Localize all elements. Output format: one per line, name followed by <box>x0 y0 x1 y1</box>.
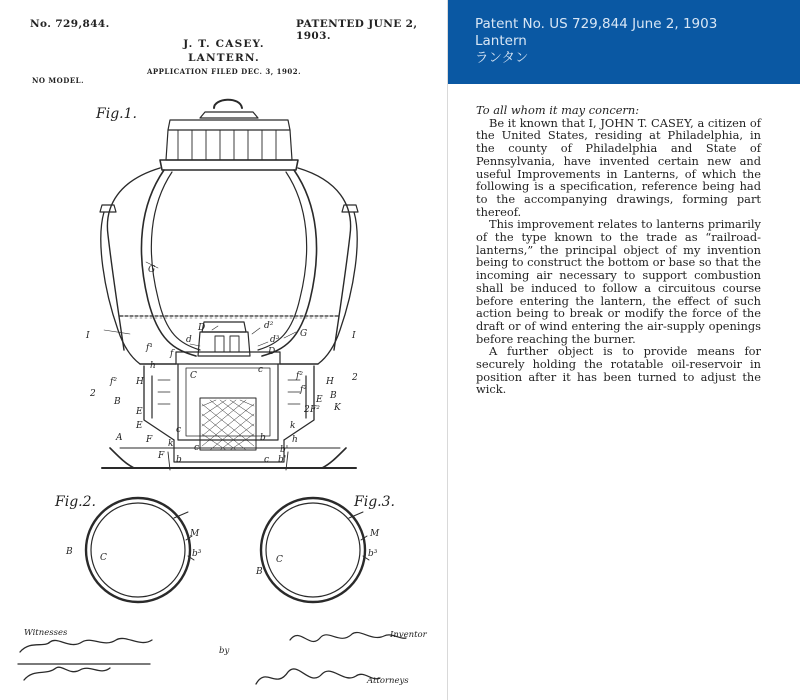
figure-1-label: Fig.1. <box>96 106 137 122</box>
ref-letter: f² <box>110 377 117 387</box>
ref-letter: C <box>190 371 197 381</box>
ref-letter: D <box>198 323 206 333</box>
ref-letter: B <box>256 567 263 577</box>
ref-letter: F <box>158 451 165 461</box>
ref-letter: c <box>176 425 182 435</box>
specification-paragraph: This improvement relates to lanterns primarily of the type known to the trade as “railroad-lanterns,” the principal object of my invention being to construct the bottom or base so that the incoming air necessary to support combustion shall be induced to follow a circuitous course before entering the lantern, the effect of such action being to break or modify the force of the draft or of wind entering the air-supply openings before reaching the burner. <box>476 217 761 346</box>
ref-letter: c <box>194 443 200 453</box>
ref-letter: d² <box>264 321 274 331</box>
ref-letter: b <box>176 455 182 465</box>
ref-letter: F² <box>310 405 320 415</box>
ref-letter: k <box>290 421 296 431</box>
specification-text <box>476 104 761 396</box>
ref-letter: D <box>268 347 276 357</box>
salutation: To all whom it may concern: <box>476 103 640 117</box>
ref-letter: E <box>316 395 323 405</box>
ref-letter: C <box>276 555 283 565</box>
ref-letter: 2 <box>304 405 310 415</box>
ref-letter: c <box>258 365 264 375</box>
ref-letter: h <box>292 435 298 445</box>
ref-letter: 2 <box>352 373 358 383</box>
filing-date: APPLICATION FILED DEC. 3, 1902. <box>146 67 302 76</box>
banner-title-japanese: ランタン <box>475 50 529 66</box>
ref-letter: b' <box>278 455 287 465</box>
patent-number: No. 729,844. <box>30 18 110 30</box>
ref-letter: A <box>116 433 123 443</box>
ref-letter: b <box>260 433 266 443</box>
banner-title: Lantern <box>475 33 527 49</box>
ref-letter: d <box>186 335 192 345</box>
ref-letter: K <box>334 403 341 413</box>
ref-letter: d³ <box>270 335 280 345</box>
patent-date: PATENTED JUNE 2, 1903. <box>296 18 418 42</box>
ref-letter: b' <box>280 445 289 455</box>
specification-paragraph: Be it known that I, JOHN T. CASEY, a citizen of the United States, residing at Philadelphia, in the county of Philadelphia and State of Pennsylvania, have invented certain new and useful Improvements in Lanterns, of which the following is a specification, reference being had to the accompanying drawings, forming part thereof. <box>476 115 761 219</box>
ref-letter: f² <box>300 385 307 395</box>
ref-letter: M <box>370 529 380 539</box>
ref-letter: c <box>264 455 270 465</box>
ref-letter: B <box>330 391 337 401</box>
specification-paragraph: A further object is to provide means for securely holding the rotatable oil-reservoir in position after it has been turned to adjust the wick. <box>476 344 761 397</box>
ref-letter: H <box>136 377 144 387</box>
ref-letter: f¹ <box>146 343 153 353</box>
ref-letter: f <box>170 349 174 359</box>
patent-banner <box>448 0 800 84</box>
ref-letter: E <box>136 421 143 431</box>
banner-patent-number: Patent No. US 729,844 June 2, 1903 <box>475 16 718 32</box>
ref-letter: 2 <box>90 389 96 399</box>
inventor-name: J. T. CASEY. <box>183 38 265 50</box>
inventor-label: Inventor <box>390 630 427 640</box>
ref-letter: E <box>136 407 143 417</box>
ref-letter: f² <box>296 371 303 381</box>
attorneys-label: Attorneys <box>367 676 409 686</box>
ref-letter: B <box>114 397 121 407</box>
ref-letter: H <box>326 377 334 387</box>
patent-title: LANTERN. <box>188 52 260 64</box>
ref-letter: G <box>300 329 308 339</box>
ref-letter: b³ <box>368 549 378 559</box>
ref-letter: C <box>100 553 107 563</box>
ref-letter: M <box>190 529 200 539</box>
ref-letter: G <box>148 265 156 275</box>
ref-letter: h <box>150 361 156 371</box>
figure-3-label: Fig.3. <box>354 494 395 510</box>
ref-letter: I <box>86 331 90 341</box>
model-note: NO MODEL. <box>32 76 85 85</box>
witnesses-label: Witnesses <box>24 628 68 638</box>
ref-letter: b³ <box>192 549 202 559</box>
ref-letter: I <box>352 331 356 341</box>
ref-letter: k <box>168 439 174 449</box>
figure-2-label: Fig.2. <box>55 494 96 510</box>
by-label: by <box>219 646 230 656</box>
ref-letter: B <box>66 547 73 557</box>
ref-letter: F <box>146 435 153 445</box>
